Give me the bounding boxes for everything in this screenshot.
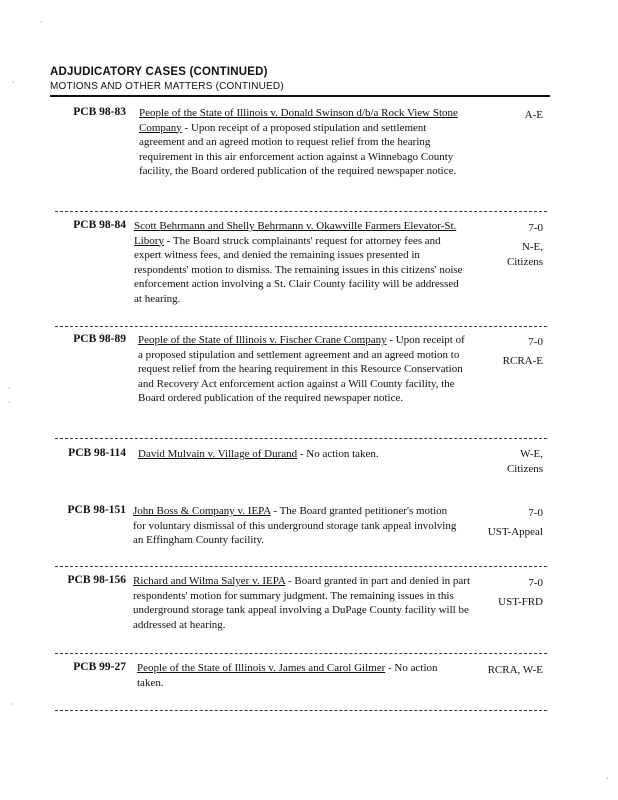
case-vote (433, 333, 543, 371)
vote-line: UST-FRD (498, 596, 543, 608)
vote-line: Citizens (506, 463, 543, 475)
case-vote (433, 447, 543, 477)
scan-speck: · (12, 78, 15, 87)
vote-line: 7-0 (528, 222, 543, 234)
case-text: - The Board granted petitioner's motion for voluntary dismissal of this underground storage tank appeal involving an Effingham County facility. (133, 505, 457, 546)
header-rule (50, 95, 550, 97)
case-separator (55, 653, 547, 654)
case-text: - No action taken. (297, 448, 379, 460)
case-text: - Upon receipt of a proposed stipulation and settlement agreement and an agreed motion to request relief from the hearing requirement in this air enforcement action against a Winnebago County facility, the Board ordered publication of the required newspaper notice. (139, 121, 457, 177)
case-description (133, 504, 458, 548)
case-text: - Upon receipt of a proposed stipulation and settlement agreement and an agreed motion to request relief from the hearing requirement in this Resource Conservation and Recovery Act enforcement action against a Will County facility, the Board ordered publication of the required newspaper notice. (138, 334, 465, 404)
vote-line: Citizens (506, 256, 543, 268)
case-description (137, 661, 447, 690)
case-title: People of the State of Illinois v. Fischer Crane Company (138, 334, 387, 346)
scan-speck: · (8, 398, 11, 407)
case-title: John Boss & Company v. IEPA (133, 505, 271, 517)
case-text: - No action taken. (137, 662, 438, 689)
case-separator (55, 326, 547, 327)
case-vote (433, 504, 543, 542)
scan-speck: · (606, 774, 609, 783)
vote-line: RCRA-E (502, 355, 543, 367)
case-number: PCB 98-151 (67, 504, 126, 516)
case-number: PCB 99-27 (73, 661, 126, 673)
vote-line: A-E (524, 109, 543, 121)
case-text: - The Board struck complainants' request for attorney fees and expert witness fees, and denied the remaining issues presented in respondents' motion to dismiss. The remaining issues in this citizens' noise enforcement action involving a St. Clair County facility will be addressed at hearing. (134, 234, 463, 305)
case-text: - Board granted in part and denied in part respondents' motion for summary judgment. The remaining issues in this underground storage tank appeal involving a DuPage County facility will be addressed at hearing. (133, 575, 471, 631)
case-vote (433, 106, 543, 125)
vote-line: N-E, (521, 241, 543, 253)
case-title: People of the State of Illinois v. James and Carol Gilmer (137, 662, 386, 674)
case-separator (55, 211, 547, 212)
case-separator (55, 438, 547, 439)
vote-line: 7-0 (528, 336, 543, 348)
case-vote (433, 574, 543, 612)
vote-line: W-E, (520, 448, 543, 460)
case-number: PCB 98-156 (67, 574, 126, 586)
case-vote (433, 661, 543, 680)
case-title: People of the State of Illinois v. Donald Swinson d/b/a Rock View Stone Company (139, 107, 458, 134)
vote-line: 7-0 (528, 577, 543, 589)
scan-speck: · (40, 18, 43, 27)
scan-speck: · (10, 700, 13, 709)
case-description (134, 219, 466, 306)
case-title: David Mulvain v. Village of Durand (138, 448, 298, 460)
case-separator (55, 566, 547, 567)
case-description (139, 106, 461, 179)
case-description (138, 447, 466, 462)
vote-line: UST-Appeal (487, 526, 543, 538)
section-subtitle: MOTIONS AND OTHER MATTERS (CONTINUED) (50, 81, 284, 92)
section-title: ADJUDICATORY CASES (CONTINUED) (50, 66, 268, 78)
case-vote (433, 219, 543, 272)
case-separator (55, 710, 547, 711)
vote-line: RCRA, W-E (487, 664, 543, 676)
case-description (138, 333, 466, 406)
scan-speck: · (8, 384, 11, 393)
case-title: Richard and Wilma Salyer v. IEPA (133, 575, 286, 587)
case-title: Scott Behrmann and Shelly Behrmann v. Okawville Farmers Elevator-St. Libory (134, 220, 457, 247)
case-number: PCB 98-114 (68, 447, 126, 459)
case-description (133, 574, 473, 632)
case-number: PCB 98-83 (73, 106, 126, 118)
case-number: PCB 98-84 (73, 219, 126, 231)
vote-line: 7-0 (528, 507, 543, 519)
case-number: PCB 98-89 (73, 333, 126, 345)
